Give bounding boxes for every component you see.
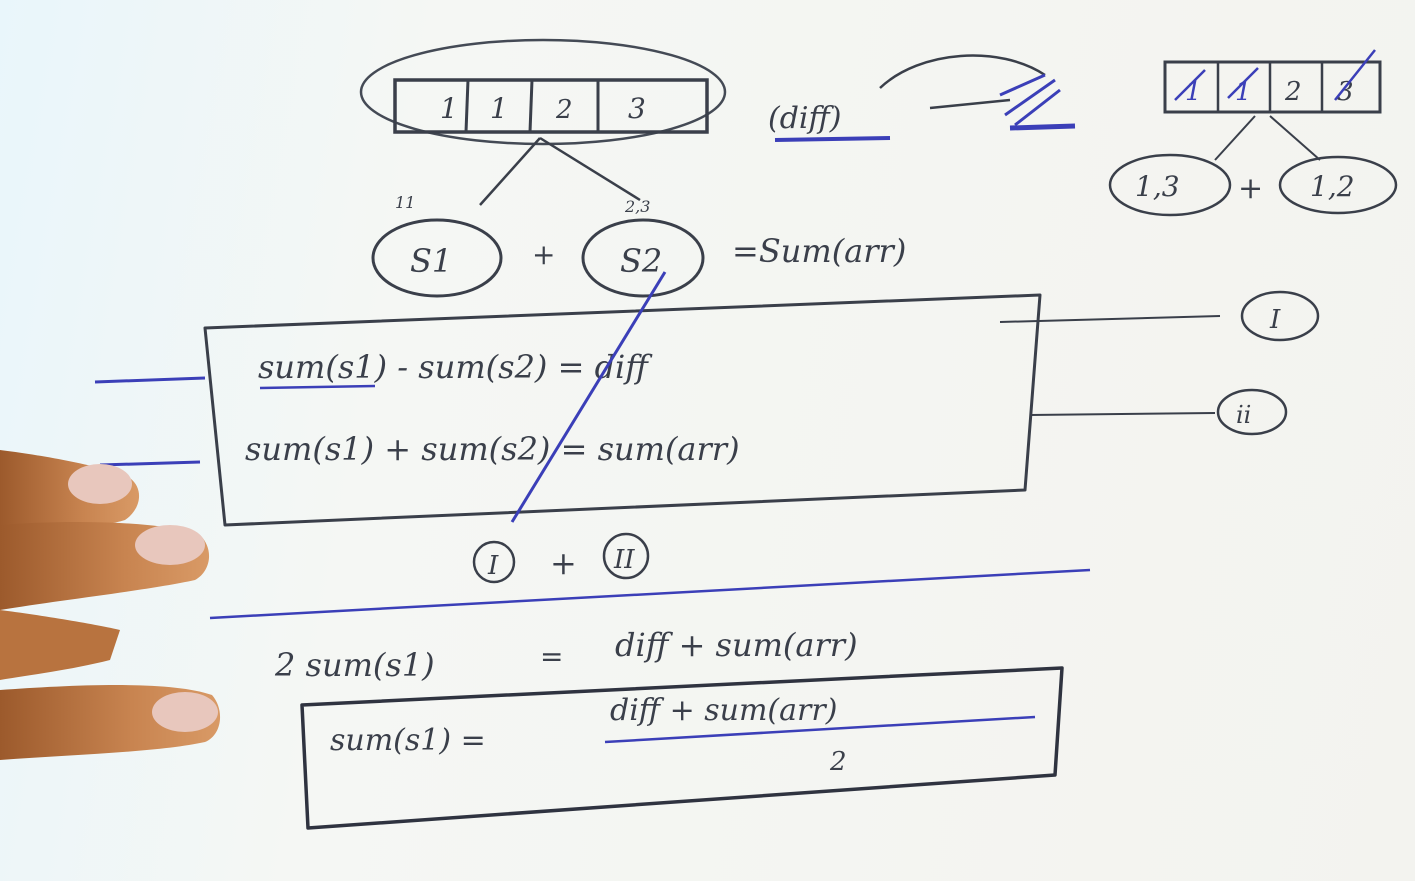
s1-label: S1 [410, 242, 453, 280]
final-denominator: 2 [830, 747, 847, 777]
combine-left: I [488, 551, 499, 581]
equation-two: sum(s1) + sum(s2) = sum(arr) [245, 430, 740, 468]
s2-index-label: 2,3 [625, 197, 651, 216]
subset-plus: + [532, 238, 556, 271]
sum-arr-label: =Sum(arr) [732, 232, 907, 270]
s2-label: S2 [620, 242, 663, 280]
subset-right: 1,2 [1310, 170, 1355, 203]
array-cell: 2 [556, 95, 573, 125]
final-numerator: diff + sum(arr) [610, 693, 838, 728]
combine-right: II [614, 545, 635, 575]
diff-label: (diff) [768, 101, 842, 136]
fingernail [135, 525, 205, 565]
subset-left: 1,3 [1135, 170, 1180, 203]
small-array-cell: 2 [1285, 77, 1302, 107]
equation-one-marker: I [1270, 305, 1281, 335]
fingernail [152, 692, 218, 732]
equation-two-marker: ii [1236, 401, 1252, 429]
derived-lhs: 2 sum(s1) [275, 646, 435, 684]
small-array-cell: 1 [1235, 77, 1252, 107]
combine-plus: + [550, 544, 577, 582]
derived-equals: = [540, 640, 564, 673]
array-cell: 1 [490, 92, 508, 125]
derived-rhs: diff + sum(arr) [615, 626, 858, 664]
palm [0, 610, 120, 680]
equation-one: sum(s1) - sum(s2) = diff [258, 348, 648, 386]
array-cell: 1 [440, 92, 458, 125]
array-cell: 3 [628, 92, 646, 125]
subset-plus: + [1238, 171, 1264, 206]
final-lhs: sum(s1) = [330, 723, 486, 758]
fingernail [68, 464, 132, 504]
s1-index-label: 11 [395, 193, 416, 212]
small-array-cell: 3 [1337, 77, 1354, 107]
small-array-cell: 1 [1185, 77, 1202, 107]
